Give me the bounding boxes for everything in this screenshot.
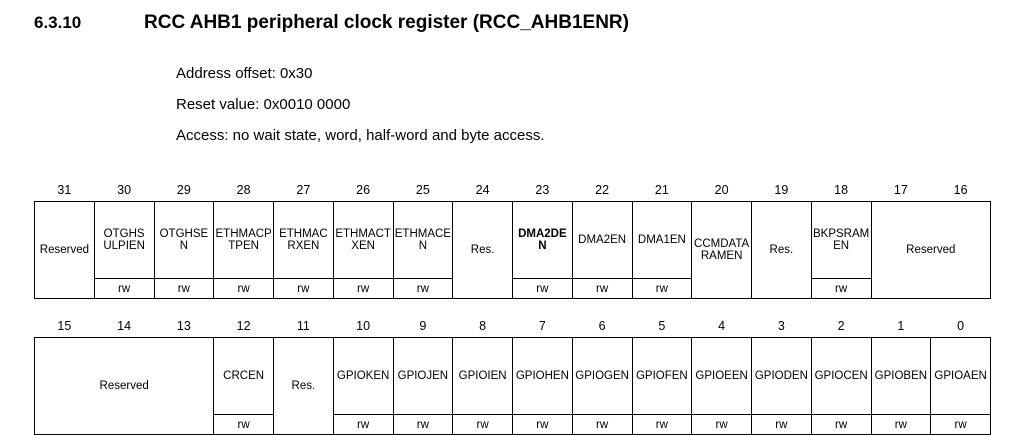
bit-name-row	[35, 202, 991, 279]
bit-number: 25	[415, 183, 430, 197]
bit-number: 16	[953, 183, 968, 197]
bit-field-access: rw	[94, 279, 154, 299]
bit-field-name: GPIOAEN	[931, 338, 991, 415]
bit-number: 15	[57, 319, 72, 333]
bit-number: 12	[236, 319, 251, 333]
bit-field-name: ETHMACPTPEN	[214, 202, 274, 279]
access-line: Access: no wait state, word, half-word and byte access.	[176, 127, 545, 144]
bit-number: 5	[658, 319, 666, 333]
bit-field-name: GPIOJEN	[393, 338, 453, 415]
bit-number-row	[35, 182, 991, 202]
bit-number: 30	[117, 183, 132, 197]
bit-field-name: OTGHSEN	[154, 202, 214, 279]
bit-field-name: DMA2DEN	[513, 202, 573, 279]
bit-field-name: ETHMACEN	[393, 202, 453, 279]
bit-number: 29	[176, 183, 191, 197]
bit-number: 4	[718, 319, 726, 333]
bit-field-name: GPIOGEN	[572, 338, 632, 415]
bit-number: 1	[897, 319, 905, 333]
bit-access-row	[35, 279, 991, 299]
bit-field-access: rw	[453, 415, 513, 435]
bit-field-access: rw	[513, 279, 573, 299]
bit-field-name: GPIOKEN	[333, 338, 393, 415]
bit-field-access: rw	[931, 415, 991, 435]
bit-field-name: GPIOHEN	[513, 338, 573, 415]
bit-field-name: GPIOBEN	[871, 338, 931, 415]
bit-field-access: rw	[572, 279, 632, 299]
bit-field-name: CRCEN	[214, 338, 274, 415]
bit-field-name: DMA1EN	[632, 202, 692, 279]
bit-number: 11	[296, 319, 310, 333]
bit-number-row	[35, 318, 991, 338]
bit-field-name: ETHMACRXEN	[274, 202, 334, 279]
bit-field-access: rw	[752, 415, 812, 435]
bit-number: 9	[419, 319, 427, 333]
bit-number: 20	[714, 183, 729, 197]
bit-number: 2	[837, 319, 845, 333]
bit-number: 3	[777, 319, 785, 333]
bit-number: 24	[475, 183, 490, 197]
bit-field-access: rw	[513, 415, 573, 435]
bit-field-access: rw	[811, 279, 871, 299]
bitfield-table	[34, 182, 991, 299]
bit-field-name: BKPSRAMEN	[811, 202, 871, 279]
section-number: 6.3.10	[34, 13, 82, 32]
bit-field-name: OTGHS ULPIEN	[94, 202, 154, 279]
bit-field-name: GPIODEN	[752, 338, 812, 415]
bit-name-row	[35, 338, 991, 415]
bit-number: 27	[296, 183, 311, 197]
section-heading	[34, 12, 629, 34]
register-info-block	[176, 58, 545, 151]
bit-number: 19	[774, 183, 789, 197]
bit-field-access: rw	[692, 415, 752, 435]
bit-field-name: Res.	[453, 202, 513, 299]
bit-field-access: rw	[632, 279, 692, 299]
bit-number: 23	[535, 183, 550, 197]
bit-number: 18	[834, 183, 849, 197]
bit-field-name: GPIOIEN	[453, 338, 513, 415]
bit-number: 21	[654, 183, 669, 197]
bit-number: 10	[356, 319, 371, 333]
bit-field-name: Res.	[752, 202, 812, 299]
bit-field-access: rw	[214, 279, 274, 299]
bit-field-access: rw	[393, 279, 453, 299]
bit-field-access: rw	[274, 279, 334, 299]
address-offset-line: Address offset: 0x30	[176, 65, 313, 82]
register-bitfield-table-low	[34, 318, 991, 435]
register-bitfield-table-high	[34, 182, 991, 299]
bit-number: 7	[538, 319, 546, 333]
bit-number: 6	[598, 319, 606, 333]
bit-number: 8	[479, 319, 487, 333]
bit-field-name: Reserved	[35, 338, 214, 435]
bit-field-name: GPIOEEN	[692, 338, 752, 415]
bit-field-name: Reserved	[871, 202, 991, 299]
bit-field-access: rw	[811, 415, 871, 435]
reset-value-line: Reset value: 0x0010 0000	[176, 96, 351, 113]
bit-field-access: rw	[393, 415, 453, 435]
bit-number: 14	[117, 319, 132, 333]
bit-field-access: rw	[632, 415, 692, 435]
bit-field-access: rw	[572, 415, 632, 435]
bit-number: 13	[176, 319, 191, 333]
bit-number: 0	[957, 319, 965, 333]
bit-field-name: Res.	[274, 338, 334, 435]
bit-number: 17	[893, 183, 908, 197]
bit-field-name: GPIOFEN	[632, 338, 692, 415]
bit-field-name: ETHMACTXEN	[333, 202, 393, 279]
bit-field-access: rw	[214, 415, 274, 435]
bit-field-name: GPIOCEN	[811, 338, 871, 415]
bit-field-name: Reserved	[35, 202, 95, 299]
page-title: RCC AHB1 peripheral clock register (RCC_AHB1ENR)	[144, 12, 629, 33]
bit-field-name: DMA2EN	[572, 202, 632, 279]
bit-number: 31	[57, 183, 72, 197]
bit-field-access: rw	[333, 279, 393, 299]
bitfield-table	[34, 318, 991, 435]
bit-number: 22	[595, 183, 610, 197]
bit-field-access: rw	[154, 279, 214, 299]
bit-field-access: rw	[871, 415, 931, 435]
bit-field-name: CCMDATARAMEN	[692, 202, 752, 299]
bit-field-access: rw	[333, 415, 393, 435]
bit-number: 26	[356, 183, 371, 197]
bit-number: 28	[236, 183, 251, 197]
